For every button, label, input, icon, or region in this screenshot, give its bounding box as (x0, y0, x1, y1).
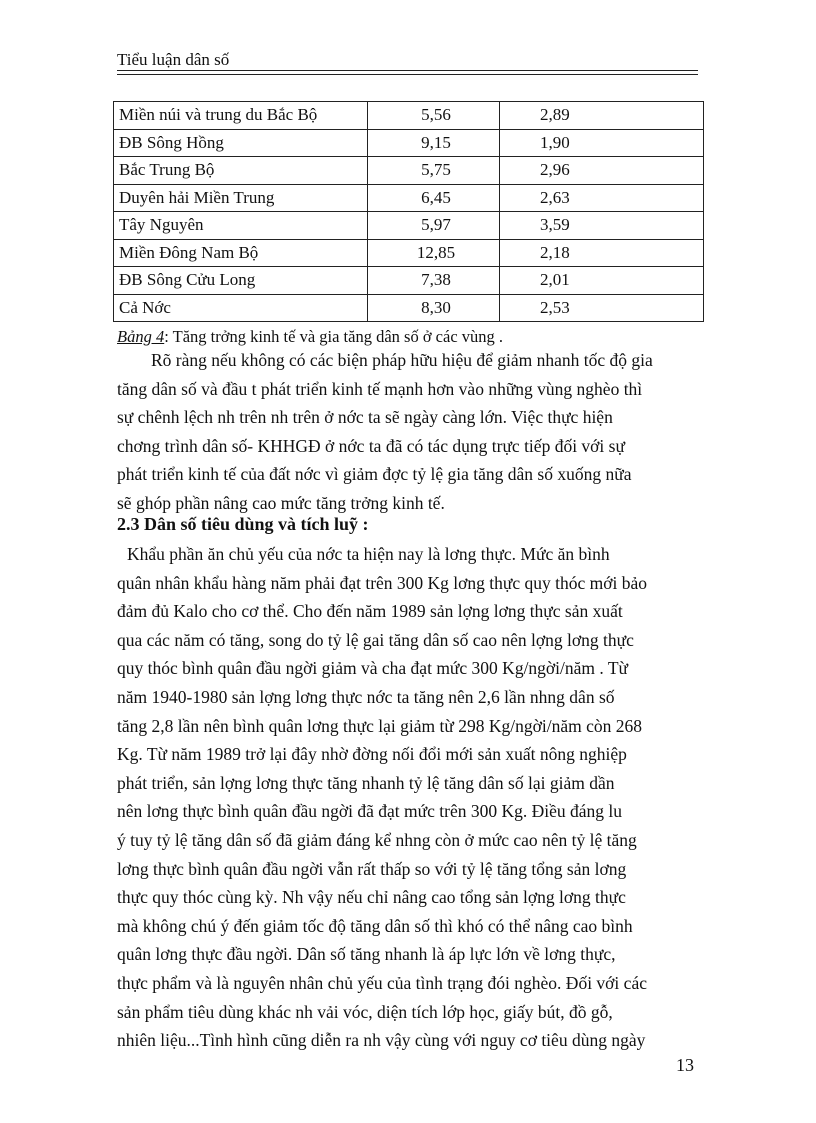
text-line: chơng trình dân số- KHHGĐ ở nớc ta đã có tác dụng trực tiếp đối với sự (117, 435, 625, 456)
text-line: qua các năm có tăng, song do tỷ lệ gai tăng dân số cao nên lợng lơng thực (117, 629, 634, 650)
region-cell: Cả Nớc (114, 294, 368, 322)
header-title: Tiểu luận dân số (117, 50, 230, 69)
text-line: Khẩu phần ăn chủ yếu của nớc ta hiện nay là lơng thực. Mức ăn bình (127, 544, 610, 564)
caption-label: Bảng 4 (117, 327, 165, 346)
regional-growth-table (113, 101, 704, 322)
text-line: ý tuy tỷ lệ tăng dân số đã giảm đáng kể nhng còn ở mức cao nên tỷ lệ tăng (117, 829, 637, 850)
text-line: quân lơng thực đầu ngời. Dân số tăng nhanh là áp lực lớn về lơng thực, (117, 944, 616, 965)
text-line: Rõ ràng nếu không có các biện pháp hữu hiệu để giảm nhanh tốc độ gia (151, 350, 653, 370)
population-cell: 1,90 (500, 129, 704, 157)
table-row (114, 267, 704, 295)
region-cell: Miền núi và trung du Bắc Bộ (114, 102, 368, 130)
text-line: sự chênh lệch nh trên nh trên ở nớc ta sẽ ngày càng lớn. Việc thực hiện (117, 407, 613, 428)
page-header (117, 50, 698, 76)
caption-text: : Tăng trởng kinh tế và gia tăng dân số ở các vùng . (164, 327, 504, 346)
region-cell: ĐB Sông Cửu Long (114, 267, 368, 295)
table-row (114, 129, 704, 157)
growth-cell: 9,15 (368, 129, 500, 157)
paragraph-2 (117, 540, 698, 1055)
text-line: thực phẩm và là nguyên nhân chủ yếu của tình trạng đói nghèo. Đối với các (117, 972, 647, 993)
text-line: Kg. Từ năm 1989 trở lại đây nhờ đờng nối đổi mới sản xuất nông nghiệp (117, 744, 627, 765)
growth-cell: 6,45 (368, 184, 500, 212)
population-cell: 2,53 (500, 294, 704, 322)
text-line: sẽ ghóp phần nâng cao mức tăng trởng kinh tế. (117, 492, 445, 513)
section-heading: 2.3 Dân số tiêu dùng và tích luỹ : (117, 514, 369, 534)
population-cell: 2,89 (500, 102, 704, 130)
text-line: quy thóc bình quân đầu ngời giảm và cha đạt mức 300 Kg/ngời/năm . Từ (117, 658, 629, 679)
text-line: nên lơng thực bình quân đầu ngời đã đạt mức trên 300 Kg. Điều đáng lu (117, 801, 623, 822)
text-line: nhiên liệu...Tình hình cũng diễn ra nh vậy cùng với nguy cơ tiêu dùng ngày (117, 1030, 646, 1051)
region-cell: Miền Đông Nam Bộ (114, 239, 368, 267)
growth-cell: 7,38 (368, 267, 500, 295)
growth-cell: 12,85 (368, 239, 500, 267)
table-row (114, 239, 704, 267)
paragraph-1 (117, 346, 698, 518)
population-cell: 2,18 (500, 239, 704, 267)
table-caption (117, 327, 503, 347)
growth-cell: 8,30 (368, 294, 500, 322)
table-row (114, 157, 704, 185)
text-line: phát triển, sản lợng lơng thực tăng nhanh tỷ lệ tăng dân số lại giảm dần (117, 772, 615, 793)
text-line: năm 1940-1980 sản lợng lơng thực nớc ta tăng nên 2,6 lần nhng dân số (117, 686, 615, 707)
header-rule (117, 70, 698, 71)
header-rule-thin (117, 74, 698, 75)
population-cell: 2,01 (500, 267, 704, 295)
growth-cell: 5,75 (368, 157, 500, 185)
page-number: 13 (676, 1055, 694, 1075)
growth-cell: 5,56 (368, 102, 500, 130)
text-line: thực quy thóc cùng kỳ. Nh vậy nếu chỉ nâng cao tổng sản lợng lơng thực (117, 887, 626, 908)
population-cell: 3,59 (500, 212, 704, 240)
table-row (114, 102, 704, 130)
population-cell: 2,63 (500, 184, 704, 212)
text-line: mà không chú ý đến giảm tốc độ tăng dân số thì khó có thể nâng cao bình (117, 915, 633, 936)
text-line: sản phẩm tiêu dùng khác nh vải vóc, diện tích lớp học, giấy bút, đồ gỗ, (117, 1001, 613, 1022)
region-cell: Tây Nguyên (114, 212, 368, 240)
table-body (114, 102, 704, 322)
region-cell: Bắc Trung Bộ (114, 157, 368, 185)
text-line: tăng 2,8 lần nên bình quân lơng thực lại giảm từ 298 Kg/ngời/năm còn 268 (117, 715, 642, 736)
text-line: tăng dân số và đầu t phát triển kinh tế mạnh hơn vào những vùng nghèo thì (117, 378, 643, 399)
text-line: lơng thực bình quân đầu ngời vẫn rất thấp so với tỷ lệ tăng tổng sản lơng (117, 858, 627, 879)
population-cell: 2,96 (500, 157, 704, 185)
text-line: quân nhân khẩu hàng năm phải đạt trên 300 Kg lơng thực quy thóc mới bảo (117, 572, 648, 593)
text-line: phát triển kinh tế của đất nớc vì giảm đợc tỷ lệ gia tăng dân số xuống nữa (117, 464, 632, 485)
region-cell: ĐB Sông Hồng (114, 129, 368, 157)
text-line: đảm đủ Kalo cho cơ thể. Cho đến năm 1989 sản lợng lơng thực sản xuất (117, 601, 623, 622)
table-row (114, 184, 704, 212)
region-cell: Duyên hải Miền Trung (114, 184, 368, 212)
table-row (114, 212, 704, 240)
table-row (114, 294, 704, 322)
growth-cell: 5,97 (368, 212, 500, 240)
